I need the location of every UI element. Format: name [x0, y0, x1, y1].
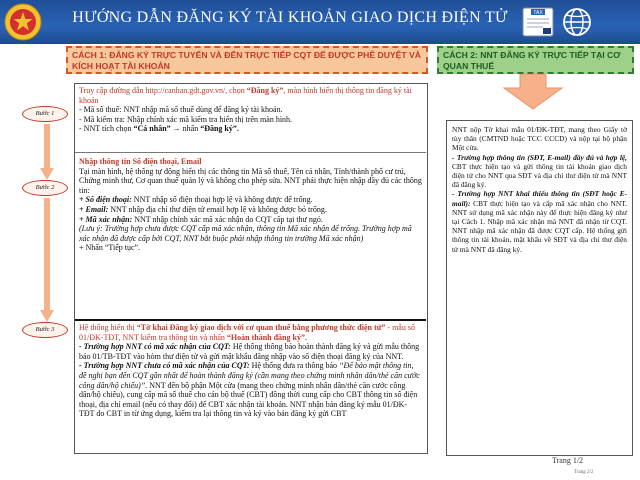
complete-registration-ref: “Hoàn thành đăng ký”.: [226, 332, 307, 342]
step2-oval: Bước 2: [22, 180, 68, 196]
confirm-code-text: NNT nhập chính xác mã xác nhận do CQT cấp tại thư ngỏ.: [134, 214, 323, 224]
step2-title: Nhập thông tin Số điện thoại, Email: [79, 157, 202, 166]
method1-heading: CÁCH 1: ĐĂNG KÝ TRỰC TUYẾN VÀ ĐẾN TRỰC TIẾP CQT ĐỂ ĐƯỢC PHÊ DUYỆT VÀ KÍCH HOẠT TÀI KHOẢN: [66, 46, 428, 74]
step2-paragraph: Tại màn hình, hệ thống tự động hiển thị các thông tin Mã số thuế, Tên cá nhân, Tỉnh/thành phố cư trú, Chứng minh thư, Cơ quan thuế quản lý và không cho phép sửa. NNT phải thực hiện nhập đầy đủ các thông tin:: [79, 166, 422, 195]
email-field-label: + Email:: [79, 204, 109, 214]
step3-oval: Bước 3: [22, 322, 68, 338]
page-number-small: Trang 2/2: [574, 470, 594, 475]
step1-intro-end: , màn hình hiển thị thông tin đăng ký tài khoản: [79, 86, 412, 105]
case-no-code-label: - Trường hợp NNT chưa có mã xác nhận của CQT:: [79, 361, 250, 371]
header-banner: [0, 0, 640, 44]
step1-bullet-check-code: - Mã kiểm tra: Nhập chính xác mã kiểm tra hiển thị trên màn hình.: [79, 114, 293, 124]
register-button-ref: “Đăng ký”.: [200, 124, 239, 134]
page-number: Trang 1/2: [552, 456, 584, 465]
continue-instruction: + Nhấn “Tiếp tục”.: [79, 243, 141, 253]
case-has-code-text: Hệ thống thông báo hoàn thành đăng ký và gửi mẫu thông báo 01/TB-TĐT vào hòm thư điện tử và gửi mật khẩu đăng nhập vào số điện thoại đăng ký của NNT.: [79, 342, 420, 361]
page-title: HƯỚNG DẪN ĐĂNG KÝ TÀI KHOẢN GIAO DỊCH ĐIỆN TỬ: [72, 9, 508, 26]
step1-arrow-text: → nhấn: [172, 124, 199, 134]
method2-panel: [446, 120, 633, 456]
declaration-title: “Tờ khai Đăng ký giao dịch với cơ quan thuế bằng phương thức điện tử”: [136, 323, 386, 332]
email-field-text: NNT nhập địa chỉ thư điện tử email hợp lệ và không được bỏ trống.: [110, 204, 327, 214]
step-arrow-icon: [40, 124, 54, 180]
method2-case2-label: - Trường hợp NNT khai thiếu thông tin (SĐT hoặc E-mail):: [452, 189, 627, 208]
step2-note: (Lưu ý: Trường hợp chưa được CQT cấp mã xác nhận, thông tin Mã xác nhận để trống. Trường hợp mã xác nhận đã được cấp bởi CQT, NNT bắt buộc phải nhập thông tin trường Mã xác nhận): [79, 224, 412, 243]
step1-bullet-select: - NNT tích chọn: [79, 124, 132, 134]
case-no-code-quote: “Để bảo mật thông tin, đề nghị bạn đến CQT gần nhất để hoàn thành đăng ký (cần mang theo chứng minh nhân dân/thẻ căn cước công dân/hộ chiếu)”.: [79, 361, 420, 390]
tax-document-icon: [521, 6, 555, 38]
tax-badge-text: TAX: [533, 10, 543, 16]
step1-intro: Truy cập đường dẫn http://canhan.gdt.gov.vn/, chọn: [79, 86, 245, 95]
case-has-code-label: - Trường hợp NNT có mã xác nhận của CQT:: [79, 342, 231, 352]
method2-case1-label: - Trường hợp thông tin (SĐT, E-mail) đầy đủ và hợp lệ,: [452, 152, 627, 162]
individual-option: “Cá nhân”: [133, 124, 171, 134]
step3-intro: Hệ thống hiển thị: [79, 323, 135, 332]
case-no-code-text-b: NNT đến bộ phận Một cửa (mang theo chứng minh nhân dân/thẻ căn cước công dân/hộ chiếu), cung cấp mã số thuế cho cán bộ thuế (CBT) đồng thời cung cấp cho CBT thông tin số điện thoại, địa chỉ email (nếu có thay đổi) để CBT xác nhận tài khoản. NNT nhận bản đăng ký mẫu 01/ĐK-TĐT do CBT in từ ứng dụng, kiểm tra lại thông tin và ký vào bản đăng ký gửi CBT: [79, 380, 418, 419]
national-emblem-icon: [4, 3, 42, 41]
case-no-code-text-a: Hệ thống đưa ra thông báo: [251, 361, 338, 371]
method2-paragraph: NNT nộp Tờ khai mẫu 01/ĐK-TĐT, mang theo Giấy tờ tùy thân (CMTND hoặc TCC CCCD) và nộp tại bộ phận Một cửa.: [452, 125, 627, 153]
step1-bullet-tax-code: - Mã số thuế: NNT nhập mã số thuế dùng để đăng ký tài khoản.: [79, 105, 283, 115]
phone-field-label: + Số điện thoại:: [79, 195, 132, 205]
down-arrow-icon: [502, 74, 564, 110]
step-arrow-icon: [40, 198, 54, 322]
method2-case1-text: CBT thực hiện tạo và gửi thông tin tài khoản giao dịch điện tử cho NNT qua SĐT và địa chỉ thư điện tử mà NNT đã đăng ký.: [452, 161, 627, 190]
step3-intro-mid: - mẫu số 01/ĐK-TĐT, NNT kiểm tra thông tin và nhấn: [79, 323, 415, 342]
step3-section: [75, 321, 426, 453]
phone-field-text: NNT nhập số điện thoại hợp lệ và không được để trống.: [133, 195, 313, 205]
step2-section: [75, 153, 426, 321]
register-link: “Đăng ký”: [246, 86, 284, 95]
step1-oval: Bước 1: [22, 106, 68, 122]
method2-case2-text: CBT thực hiện tạo và cấp mã xác nhận cho NNT. NNT sử dụng mã xác nhận này để thực hiện đăng ký như tại Cách 1. Nhập mã xác nhận mà NNT đã nhận từ CQT. NNT nhập mã xác nhận đã được CQT cấp. Hệ thống gửi thông tin tài khoản, mật khẩu về SĐT và địa chỉ thư điện tử mà NNT đã đăng ký.: [452, 198, 627, 254]
globe-icon: [560, 6, 594, 38]
method2-heading: CÁCH 2: NNT ĐĂNG KÝ TRỰC TIẾP TẠI CƠ QUAN THUẾ: [437, 46, 634, 74]
step1-section: [75, 84, 426, 153]
confirm-code-label: + Mã xác nhận:: [79, 214, 133, 224]
method1-panel: [74, 83, 428, 454]
